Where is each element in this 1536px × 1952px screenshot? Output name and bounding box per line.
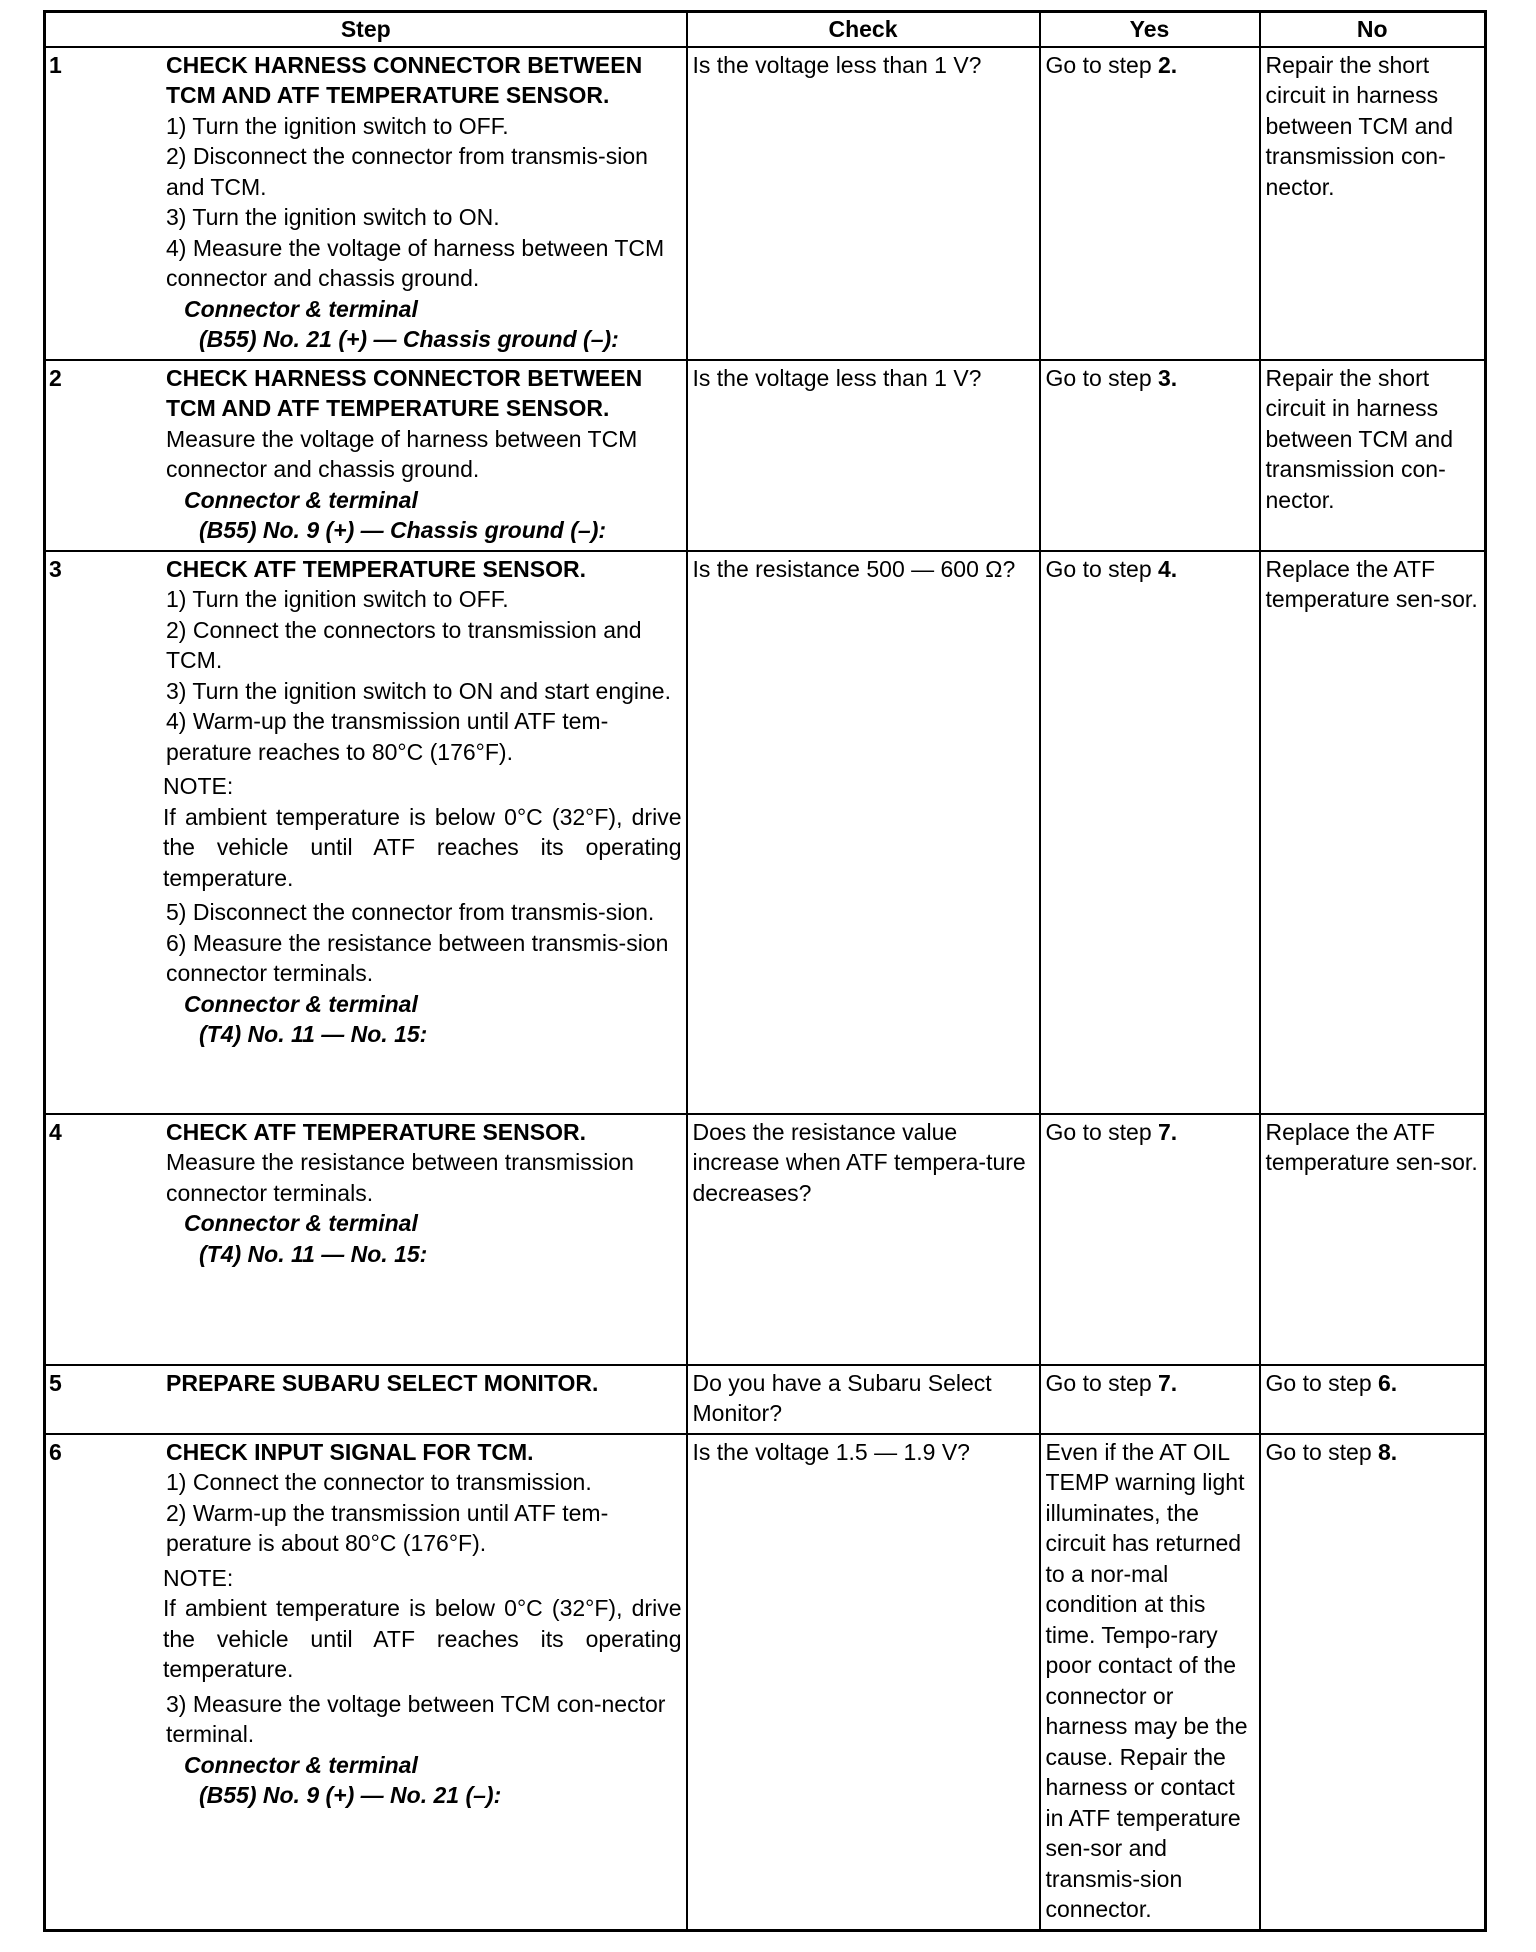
header-check: Check — [687, 12, 1040, 47]
header-step: Step — [45, 12, 687, 47]
step-cell — [45, 47, 687, 360]
step-instruction: Measure the resistance between transmission connector terminals. — [166, 1149, 634, 1206]
connector-terminal-label: Connector & terminal — [184, 990, 418, 1017]
check-cell: Is the resistance 500 — 600 Ω? — [687, 551, 1040, 1114]
no-cell: Repair the short circuit in harness between TCM and transmission con-nector. — [1260, 360, 1486, 551]
step-instruction: 1) Connect the connector to transmission. — [166, 1469, 592, 1495]
no-cell — [1260, 1365, 1486, 1434]
no-text: Go to step — [1265, 1438, 1379, 1465]
no-step-ref: 8. — [1378, 1438, 1398, 1465]
connector-terminal-label: Connector & terminal — [184, 1751, 418, 1778]
no-cell: Replace the ATF temperature sen-sor. — [1260, 1114, 1486, 1365]
no-cell: Replace the ATF temperature sen-sor. — [1260, 551, 1486, 1114]
step-title: PREPARE SUBARU SELECT MONITOR. — [166, 1369, 599, 1396]
step-title: CHECK HARNESS CONNECTOR BETWEEN TCM AND ATF TEMPERATURE SENSOR. — [166, 364, 643, 421]
check-cell: Is the voltage less than 1 V? — [687, 360, 1040, 551]
step-instruction: 3) Turn the ignition switch to ON. — [166, 204, 500, 230]
yes-text: Go to step — [1045, 1369, 1159, 1396]
step-number: 6 — [49, 1438, 62, 1465]
yes-cell — [1040, 47, 1260, 360]
connector-terminal-value: (B55) No. 9 (+) — No. 21 (–): — [199, 1782, 502, 1808]
step-instruction: 3) Measure the voltage between TCM con-nector terminal. — [166, 1690, 666, 1747]
diagnostic-table — [43, 10, 1487, 1932]
step-instruction: 2) Connect the connectors to transmission and TCM. — [166, 616, 642, 673]
yes-text: Go to step — [1045, 51, 1159, 78]
yes-step-ref: 3. — [1158, 364, 1178, 391]
step-cell — [45, 1114, 687, 1365]
step-number: 5 — [49, 1369, 62, 1396]
connector-terminal-label: Connector & terminal — [184, 486, 418, 513]
step-cell — [45, 1365, 687, 1434]
step-title: CHECK HARNESS CONNECTOR BETWEEN TCM AND ATF TEMPERATURE SENSOR. — [166, 51, 643, 108]
yes-cell — [1040, 551, 1260, 1114]
connector-terminal-value: (B55) No. 9 (+) — Chassis ground (–): — [199, 517, 607, 543]
table-row — [45, 1114, 1486, 1365]
no-cell: Repair the short circuit in harness between TCM and transmission con-nector. — [1260, 47, 1486, 360]
connector-terminal-label: Connector & terminal — [184, 295, 418, 322]
connector-terminal-value: (B55) No. 21 (+) — Chassis ground (–): — [199, 326, 619, 352]
check-cell: Is the voltage less than 1 V? — [687, 47, 1040, 360]
step-instruction: 4) Warm-up the transmission until ATF tem-perature reaches to 80°C (176°F). — [166, 708, 609, 765]
yes-step-ref: 2. — [1158, 51, 1178, 78]
step-instruction: Measure the voltage of harness between TCM connector and chassis ground. — [166, 425, 638, 482]
step-number: 1 — [49, 51, 62, 78]
yes-step-ref: 4. — [1158, 555, 1178, 582]
yes-cell — [1040, 1365, 1260, 1434]
note-text: If ambient temperature is below 0°C (32°F), drive the vehicle until ATF reaches its operating temperature. — [163, 803, 682, 891]
table-row — [45, 551, 1486, 1114]
step-instruction: 5) Disconnect the connector from transmis-sion. — [166, 899, 655, 925]
table-row — [45, 47, 1486, 360]
table-row — [45, 360, 1486, 551]
note-label: NOTE: — [163, 1564, 234, 1591]
header-no: No — [1260, 12, 1486, 47]
step-title: CHECK ATF TEMPERATURE SENSOR. — [166, 1118, 586, 1145]
connector-terminal-value: (T4) No. 11 — No. 15: — [199, 1240, 428, 1267]
step-instruction: 1) Turn the ignition switch to OFF. — [166, 112, 509, 139]
step-instruction: 2) Warm-up the transmission until ATF tem-perature is about 80°C (176°F). — [166, 1499, 609, 1556]
yes-step-ref: 7. — [1158, 1369, 1178, 1396]
step-instruction: 4) Measure the voltage of harness between TCM connector and chassis ground. — [166, 234, 665, 291]
table-row — [45, 1434, 1486, 1931]
check-cell: Is the voltage 1.5 — 1.9 V? — [687, 1434, 1040, 1931]
no-cell — [1260, 1434, 1486, 1931]
step-number: 4 — [49, 1118, 62, 1145]
note-text: If ambient temperature is below 0°C (32°F), drive the vehicle until ATF reaches its operating temperature. — [163, 1595, 682, 1682]
step-cell — [45, 551, 687, 1114]
step-cell — [45, 360, 687, 551]
yes-text: Go to step — [1045, 1118, 1159, 1145]
no-text: Go to step — [1265, 1369, 1379, 1396]
header-row — [45, 12, 1486, 47]
check-cell: Do you have a Subaru Select Monitor? — [687, 1365, 1040, 1434]
yes-text: Go to step — [1045, 364, 1159, 391]
table-row — [45, 1365, 1486, 1434]
connector-terminal-value: (T4) No. 11 — No. 15: — [199, 1021, 428, 1047]
step-number: 3 — [49, 555, 62, 582]
yes-step-ref: 7. — [1158, 1118, 1178, 1145]
note-label: NOTE: — [163, 773, 234, 799]
yes-cell — [1040, 360, 1260, 551]
yes-cell: Even if the AT OIL TEMP warning light illuminates, the circuit has returned to a nor-mal condition at this time. Tempo-rary poor contact of the connector or harness may be the cause. Repair the harness or contact in ATF temperature sen-sor and transmis-sion connector. — [1040, 1434, 1260, 1931]
step-instruction: 6) Measure the resistance between transmis-sion connector terminals. — [166, 929, 669, 986]
step-instruction: 2) Disconnect the connector from transmis-sion and TCM. — [166, 143, 648, 200]
connector-terminal-label: Connector & terminal — [184, 1210, 418, 1236]
step-cell — [45, 1434, 687, 1931]
yes-text: Go to step — [1045, 555, 1159, 582]
step-title: CHECK ATF TEMPERATURE SENSOR. — [166, 555, 586, 582]
yes-cell — [1040, 1114, 1260, 1365]
step-instruction: 1) Turn the ignition switch to OFF. — [166, 586, 509, 612]
check-cell: Does the resistance value increase when ATF tempera-ture decreases? — [687, 1114, 1040, 1365]
step-instruction: 3) Turn the ignition switch to ON and start engine. — [166, 677, 671, 704]
header-yes: Yes — [1040, 12, 1260, 47]
no-step-ref: 6. — [1378, 1369, 1398, 1396]
step-title: CHECK INPUT SIGNAL FOR TCM. — [166, 1438, 534, 1465]
step-number: 2 — [49, 364, 62, 391]
